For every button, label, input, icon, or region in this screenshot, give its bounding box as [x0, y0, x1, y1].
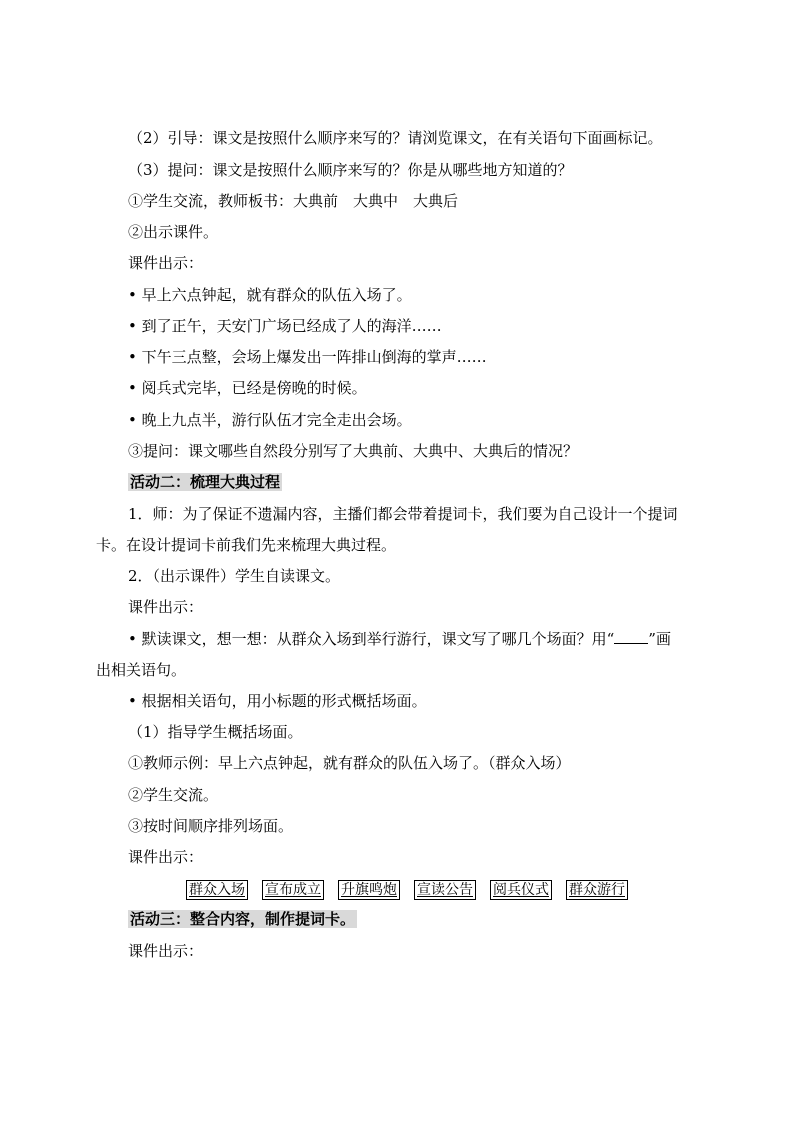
read-think-bullet — [128, 629, 671, 649]
scene-box: 群众入场 — [186, 880, 248, 900]
guide-line: （2）引导：课文是按照什么顺序来写的？请浏览课文，在有关语句下面画标记。 — [128, 129, 663, 147]
exchange-line: ①学生交流，教师板书：大典前 大典中 大典后 — [128, 192, 459, 210]
scene-box: 升旗鸣炮 — [338, 880, 400, 900]
courseware-label: 课件出示： — [128, 942, 204, 960]
activity2-para1: 1．师：为了保证不遗漏内容，主播们都会带着提词卡，我们要为自己设计一个提词 — [128, 505, 678, 523]
scene-box: 阅兵仪式 — [490, 880, 552, 900]
scene-boxes — [186, 880, 628, 900]
scene-box: 宣布成立 — [262, 880, 324, 900]
courseware-label: 课件出示： — [128, 848, 204, 866]
bullet-item: • 下午三点整，会场上爆发出一阵排山倒海的掌声…… — [128, 348, 487, 366]
bullet-text: • 默读课文，想一想：从群众入场到举行游行，课文写了哪几个场面？用“ — [128, 630, 615, 648]
activity2-para1-cont: 卡。在设计提词卡前我们先来梳理大典过程。 — [96, 536, 397, 554]
teacher-example-line: ①教师示例：早上六点钟起，就有群众的队伍入场了。（群众入场） — [128, 754, 571, 772]
activity2-heading-text: 活动二：梳理大典过程 — [130, 473, 281, 491]
activity3-heading-text: 活动三：整合内容，制作提词卡。 — [130, 910, 356, 928]
arrange-order-line: ③按时间顺序排列场面。 — [128, 817, 294, 835]
show-courseware-line: ②出示课件。 — [128, 223, 219, 241]
summarize-bullet: • 根据相关语句，用小标题的形式概括场面。 — [128, 692, 427, 710]
question-paragraphs-line: ③提问：课文哪些自然段分别写了大典前、大典中、大典后的情况？ — [128, 442, 579, 460]
scene-box: 群众游行 — [566, 880, 628, 900]
activity3-heading — [128, 909, 357, 929]
guide-summary-line: （1）指导学生概括场面。 — [128, 723, 303, 741]
read-think-bullet-cont: 出相关语句。 — [96, 661, 187, 679]
bullet-item: • 阅兵式完毕，已经是傍晚的时候。 — [128, 379, 367, 397]
activity2-heading — [128, 472, 282, 492]
activity2-para2: 2．（出示课件）学生自读课文。 — [128, 567, 341, 585]
bullet-item: • 晚上九点半，游行队伍才完全走出会场。 — [128, 411, 412, 429]
student-exchange-line: ②学生交流。 — [128, 786, 219, 804]
bullet-text-end: ”画 — [648, 630, 671, 648]
bullet-item: • 到了正午，天安门广场已经成了人的海洋…… — [128, 317, 442, 335]
fill-blank — [614, 629, 648, 644]
question-line: （3）提问：课文是按照什么顺序来写的？你是从哪些地方知道的？ — [128, 161, 573, 179]
bullet-item: • 早上六点钟起，就有群众的队伍入场了。 — [128, 286, 412, 304]
courseware-label: 课件出示： — [128, 598, 204, 616]
courseware-label: 课件出示： — [128, 254, 204, 272]
scene-box: 宣读公告 — [414, 880, 476, 900]
